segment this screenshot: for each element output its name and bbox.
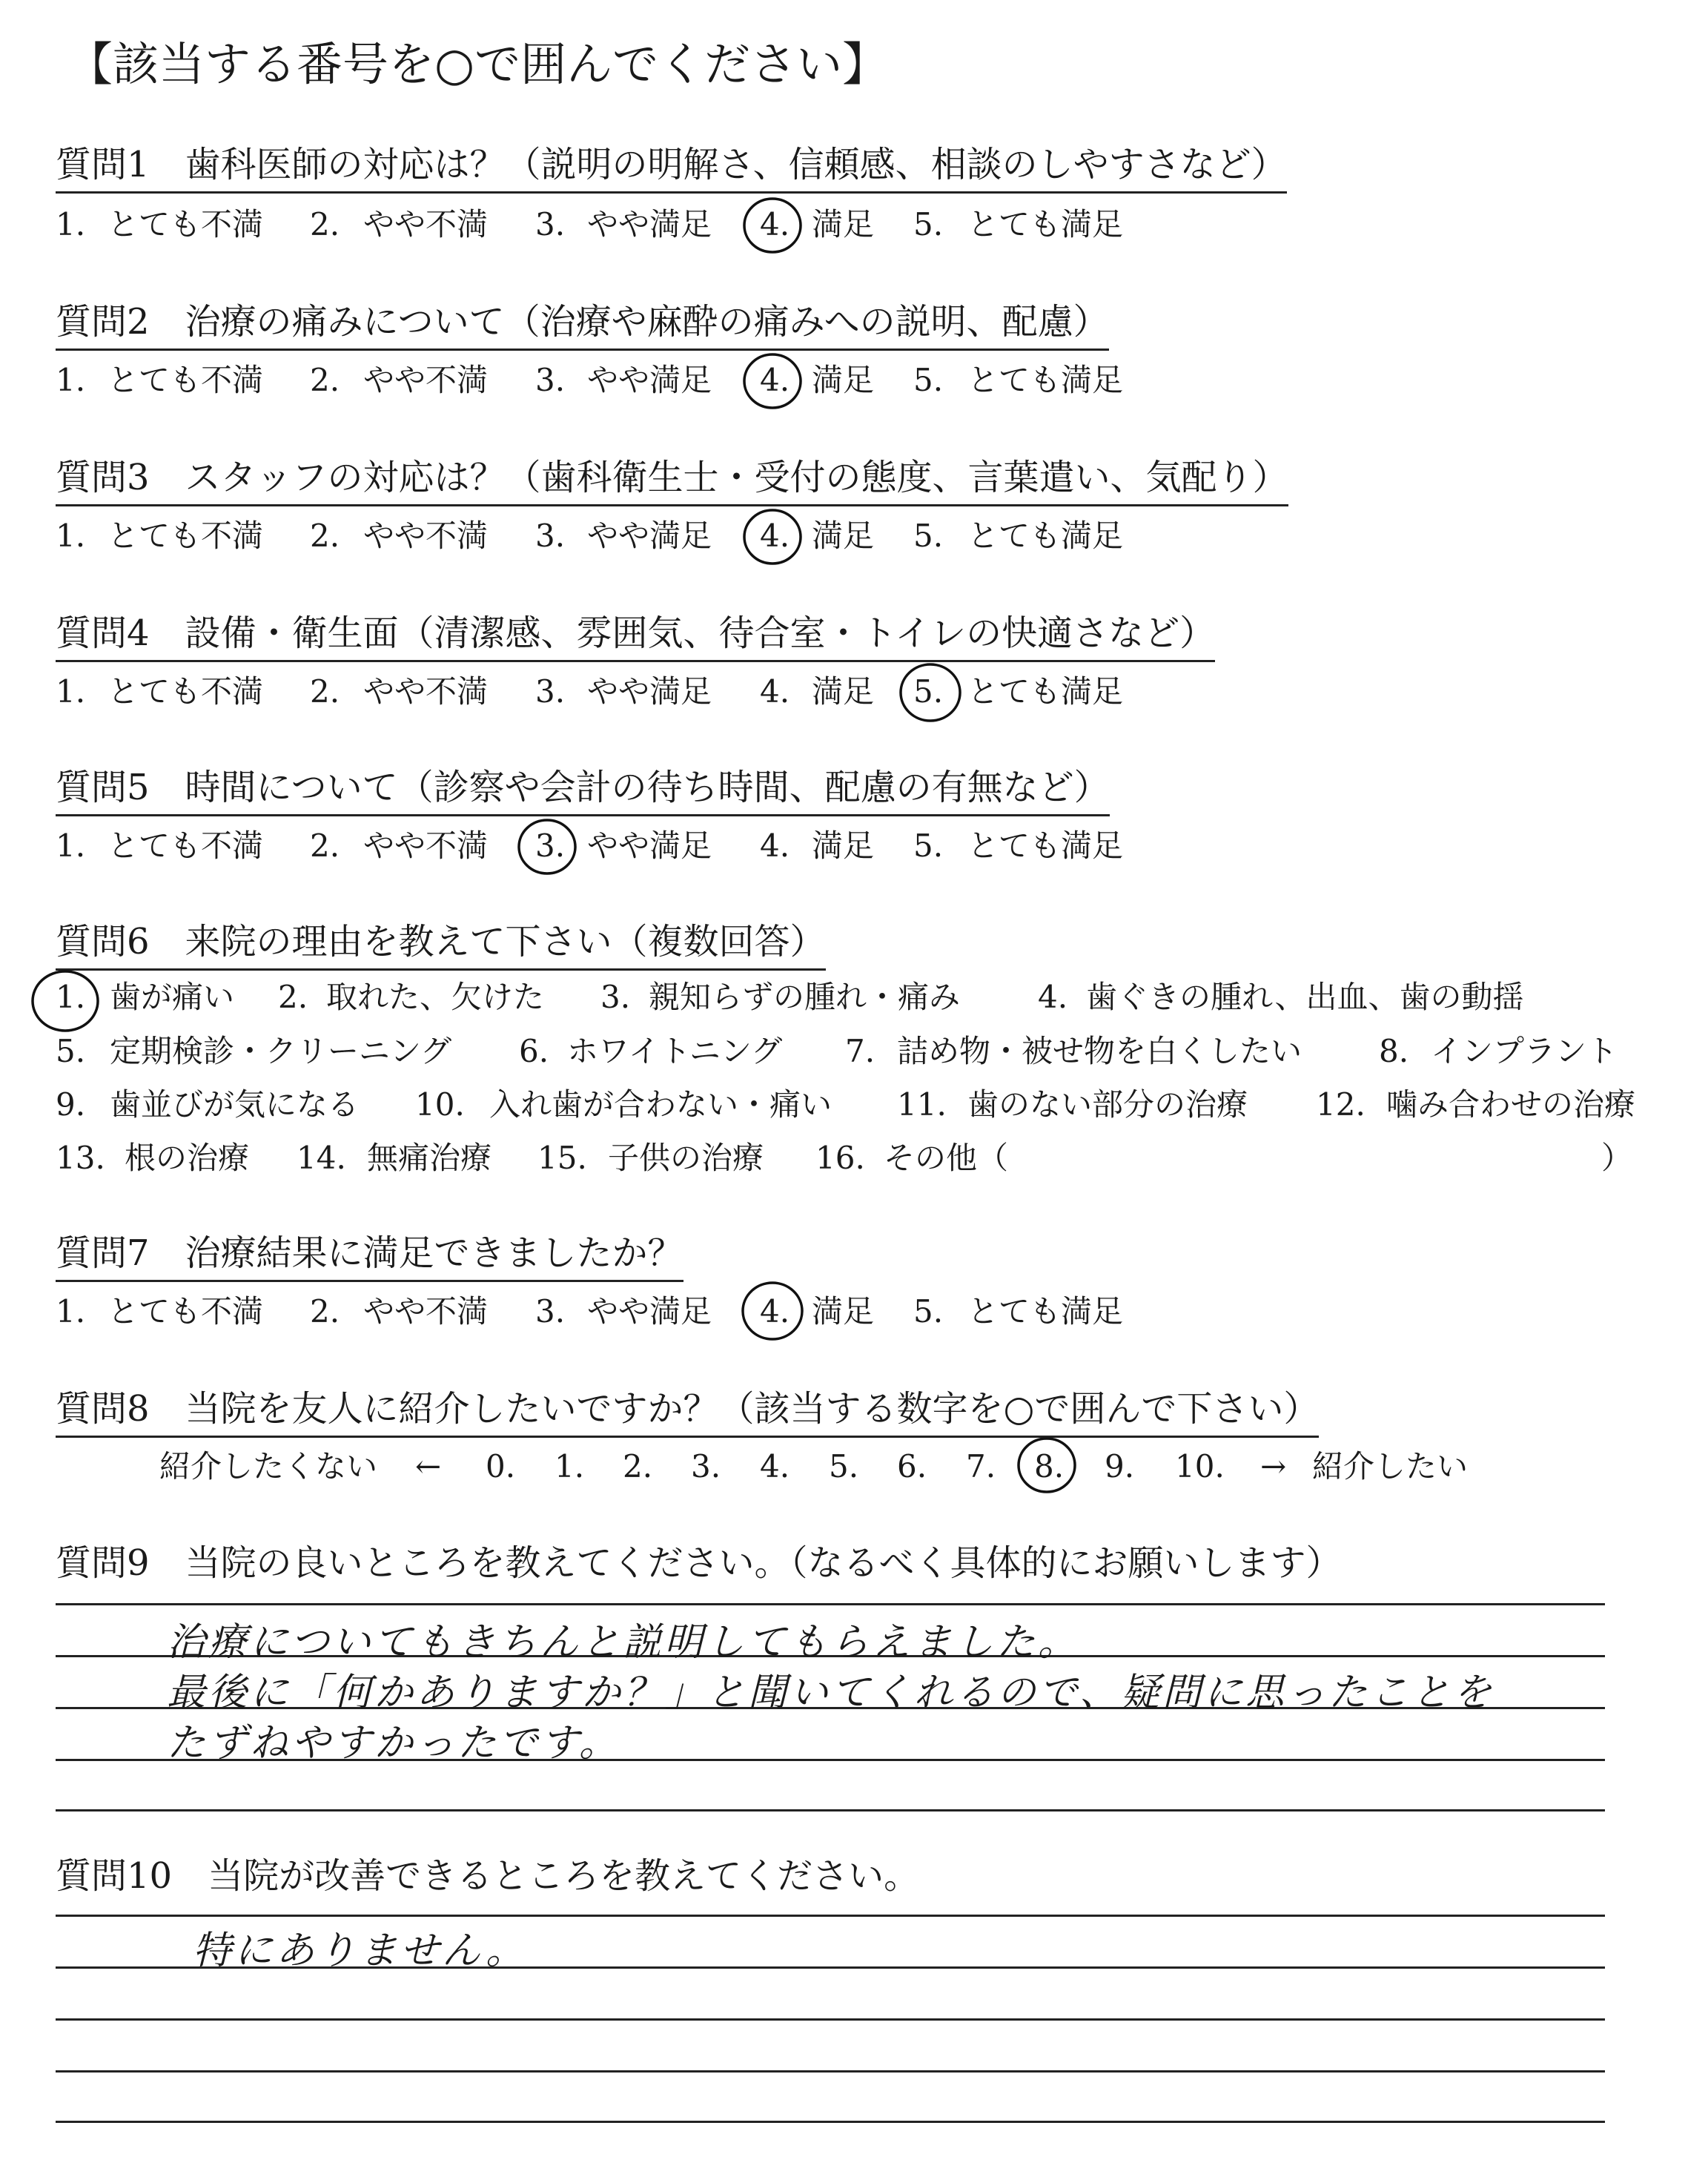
q6-option-10-label: 入れ歯が合わない・痛い	[489, 1086, 833, 1123]
q2-option-4-number[interactable]: 4.	[760, 362, 790, 398]
q3-option-1-label: とても不満	[107, 518, 264, 554]
q3-option-4-label: 満足	[812, 518, 875, 554]
answer-line	[56, 1603, 1605, 1605]
q6-option-8-number[interactable]: 8.	[1379, 1033, 1409, 1069]
q6-other-close-paren: ）	[1601, 1140, 1633, 1176]
q3-option-2-label: やや不満	[363, 518, 489, 554]
q5-option-3-label: やや満足	[587, 828, 712, 864]
q2-option-2-label: やや不満	[363, 362, 489, 398]
q6-option-7-label: 詰め物・被せ物を白くしたい	[897, 1033, 1302, 1069]
q4-option-3-number[interactable]: 3.	[535, 673, 566, 710]
q6-option-8-label: インプラント	[1431, 1033, 1618, 1069]
question-9-title: 質問9 当院の良いところを教えてください。（なるべく具体的にお願いします）	[56, 1542, 1342, 1584]
q8-number-1[interactable]: 1.	[555, 1448, 585, 1484]
q4-option-4-number[interactable]: 4.	[760, 673, 790, 710]
q6-option-7-number[interactable]: 7.	[845, 1033, 875, 1069]
q7-option-3-label: やや満足	[587, 1293, 712, 1330]
q8-left-label: 紹介したくない	[159, 1448, 378, 1484]
q8-number-8[interactable]: 8.	[1034, 1448, 1065, 1484]
q6-option-2-number[interactable]: 2.	[278, 979, 308, 1015]
answer-line	[56, 2121, 1605, 2123]
q4-option-5-label: とても満足	[967, 673, 1124, 710]
q2-option-2-number[interactable]: 2.	[310, 362, 340, 398]
q8-number-10[interactable]: 10.	[1175, 1448, 1225, 1484]
q5-option-4-number[interactable]: 4.	[760, 828, 790, 864]
q6-option-10-number[interactable]: 10.	[415, 1086, 465, 1123]
q4-option-1-number[interactable]: 1.	[56, 673, 86, 710]
q6-option-5-number[interactable]: 5.	[56, 1033, 86, 1069]
q3-option-3-label: やや満足	[587, 518, 712, 554]
q6-option-14-number[interactable]: 14.	[297, 1140, 346, 1176]
q3-option-4-number[interactable]: 4.	[760, 518, 790, 554]
q1-option-4-number[interactable]: 4.	[760, 206, 790, 242]
q1-option-1-number[interactable]: 1.	[56, 206, 86, 242]
question-1-title: 質問1 歯科医師の対応は？（説明の明解さ、信頼感、相談のしやすさなど）	[56, 142, 1287, 194]
q6-option-13-number[interactable]: 13.	[56, 1140, 105, 1176]
q9-handwriting-line-2: 最後に「何かありますか？」と聞いてくれるので、疑問に思ったことを	[167, 1671, 1494, 1715]
q7-option-2-label: やや不満	[363, 1293, 489, 1330]
q8-number-5[interactable]: 5.	[829, 1448, 859, 1484]
q2-option-1-number[interactable]: 1.	[56, 362, 86, 398]
q6-option-14-label: 無痛治療	[367, 1140, 492, 1176]
q4-option-4-label: 満足	[812, 673, 875, 710]
q6-option-16-label: その他（	[884, 1140, 1009, 1176]
q9-handwriting-line-1: 治療についてもきちんと説明してもらえました。	[167, 1620, 1079, 1665]
q6-option-15-number[interactable]: 15.	[537, 1140, 587, 1176]
q5-option-2-number[interactable]: 2.	[310, 828, 340, 864]
page-heading: 【該当する番号を○で囲んでください】	[67, 37, 889, 91]
answer-line	[56, 1915, 1605, 1917]
q5-option-2-label: やや不満	[363, 828, 489, 864]
question-8-title: 質問8 当院を友人に紹介したいですか？（該当する数字を○で囲んで下さい）	[56, 1387, 1319, 1438]
q6-option-11-number[interactable]: 11.	[897, 1086, 947, 1123]
q7-option-1-number[interactable]: 1.	[56, 1293, 86, 1330]
q7-option-4-number[interactable]: 4.	[760, 1293, 790, 1330]
q6-option-6-number[interactable]: 6.	[519, 1033, 549, 1069]
q6-option-3-number[interactable]: 3.	[600, 979, 631, 1015]
question-4-title: 質問4 設備・衛生面（清潔感、雰囲気、待合室・トイレの快適さなど）	[56, 611, 1215, 662]
q6-option-1-number[interactable]: 1.	[56, 979, 86, 1015]
q8-number-0[interactable]: 0.	[486, 1448, 516, 1484]
q6-option-12-number[interactable]: 12.	[1316, 1086, 1366, 1123]
q6-option-5-label: 定期検診・クリーニング	[110, 1033, 452, 1069]
q6-option-4-label: 歯ぐきの腫れ、出血、歯の動揺	[1086, 979, 1524, 1015]
q2-option-3-number[interactable]: 3.	[535, 362, 566, 398]
q6-option-4-number[interactable]: 4.	[1038, 979, 1068, 1015]
q1-option-2-label: やや不満	[363, 206, 489, 242]
q8-number-9[interactable]: 9.	[1105, 1448, 1135, 1484]
q3-option-5-label: とても満足	[967, 518, 1124, 554]
question-3-title: 質問3 スタッフの対応は？（歯科衛生士・受付の態度、言葉遣い、気配り）	[56, 455, 1288, 506]
q8-number-4[interactable]: 4.	[760, 1448, 790, 1484]
question-6-title: 質問6 来院の理由を教えて下さい（複数回答）	[56, 919, 826, 971]
q2-option-5-number[interactable]: 5.	[913, 362, 944, 398]
q1-option-5-label: とても満足	[967, 206, 1124, 242]
q6-option-9-label: 歯並びが気になる	[110, 1086, 360, 1123]
q5-option-3-number[interactable]: 3.	[535, 828, 566, 864]
q1-option-3-number[interactable]: 3.	[535, 206, 566, 242]
q3-option-5-number[interactable]: 5.	[913, 518, 944, 554]
q2-option-1-label: とても不満	[107, 362, 264, 398]
q6-option-2-label: 取れた、欠けた	[326, 979, 545, 1015]
q8-number-2[interactable]: 2.	[623, 1448, 653, 1484]
q5-option-5-label: とても満足	[967, 828, 1124, 864]
q6-option-11-label: 歯のない部分の治療	[967, 1086, 1248, 1123]
q7-option-5-number[interactable]: 5.	[913, 1293, 944, 1330]
q4-option-1-label: とても不満	[107, 673, 264, 710]
q6-option-15-label: 子供の治療	[608, 1140, 764, 1176]
q1-option-2-number[interactable]: 2.	[310, 206, 340, 242]
q8-number-6[interactable]: 6.	[897, 1448, 927, 1484]
q4-option-5-number[interactable]: 5.	[913, 673, 944, 710]
q5-option-1-label: とても不満	[107, 828, 264, 864]
q4-option-2-label: やや不満	[363, 673, 489, 710]
q6-option-16-number[interactable]: 16.	[815, 1140, 865, 1176]
q8-number-3[interactable]: 3.	[691, 1448, 721, 1484]
q7-option-1-label: とても不満	[107, 1293, 264, 1330]
q2-option-5-label: とても満足	[967, 362, 1124, 398]
q6-option-12-label: 噛み合わせの治療	[1386, 1086, 1636, 1123]
question-10-title: 質問10 当院が改善できるところを教えてください。	[56, 1855, 920, 1897]
q7-option-4-label: 満足	[812, 1293, 875, 1330]
q3-option-2-number[interactable]: 2.	[310, 518, 340, 554]
question-5-title: 質問5 時間について（診察や会計の待ち時間、配慮の有無など）	[56, 765, 1110, 816]
q8-number-7[interactable]: 7.	[966, 1448, 996, 1484]
q4-option-2-number[interactable]: 2.	[310, 673, 340, 710]
q7-option-5-label: とても満足	[967, 1293, 1124, 1330]
q3-option-1-number[interactable]: 1.	[56, 518, 86, 554]
question-2-title: 質問2 治療の痛みについて（治療や麻酔の痛みへの説明、配慮）	[56, 300, 1109, 351]
q6-option-13-label: 根の治療	[125, 1140, 250, 1176]
q6-option-3-label: 親知らずの腫れ・痛み	[649, 979, 961, 1015]
q6-option-1-label: 歯が痛い	[110, 979, 235, 1015]
question-7-title: 質問7 治療結果に満足できましたか？	[56, 1231, 683, 1282]
answer-line	[56, 1809, 1605, 1811]
q3-option-3-number[interactable]: 3.	[535, 518, 566, 554]
q7-option-2-number[interactable]: 2.	[310, 1293, 340, 1330]
q2-option-4-label: 満足	[812, 362, 875, 398]
q8-right-arrow: →	[1260, 1448, 1287, 1484]
q5-option-4-label: 満足	[812, 828, 875, 864]
q5-option-5-number[interactable]: 5.	[913, 828, 944, 864]
q9-handwriting-line-3: たずねやすかったです。	[167, 1721, 620, 1766]
answer-line	[56, 2070, 1605, 2073]
q10-handwriting-line-1: 特にありません。	[193, 1929, 528, 1973]
q1-option-4-label: 満足	[812, 206, 875, 242]
q8-left-arrow: ←	[415, 1448, 442, 1484]
q6-option-9-number[interactable]: 9.	[56, 1086, 86, 1123]
q5-option-1-number[interactable]: 1.	[56, 828, 86, 864]
q1-option-1-label: とても不満	[107, 206, 264, 242]
q7-option-3-number[interactable]: 3.	[535, 1293, 566, 1330]
q4-option-3-label: やや満足	[587, 673, 712, 710]
q1-option-3-label: やや満足	[587, 206, 712, 242]
q2-option-3-label: やや満足	[587, 362, 712, 398]
q1-option-5-number[interactable]: 5.	[913, 206, 944, 242]
q6-option-6-label: ホワイトニング	[567, 1033, 783, 1069]
q8-right-label: 紹介したい	[1312, 1448, 1469, 1484]
answer-line	[56, 2018, 1605, 2021]
